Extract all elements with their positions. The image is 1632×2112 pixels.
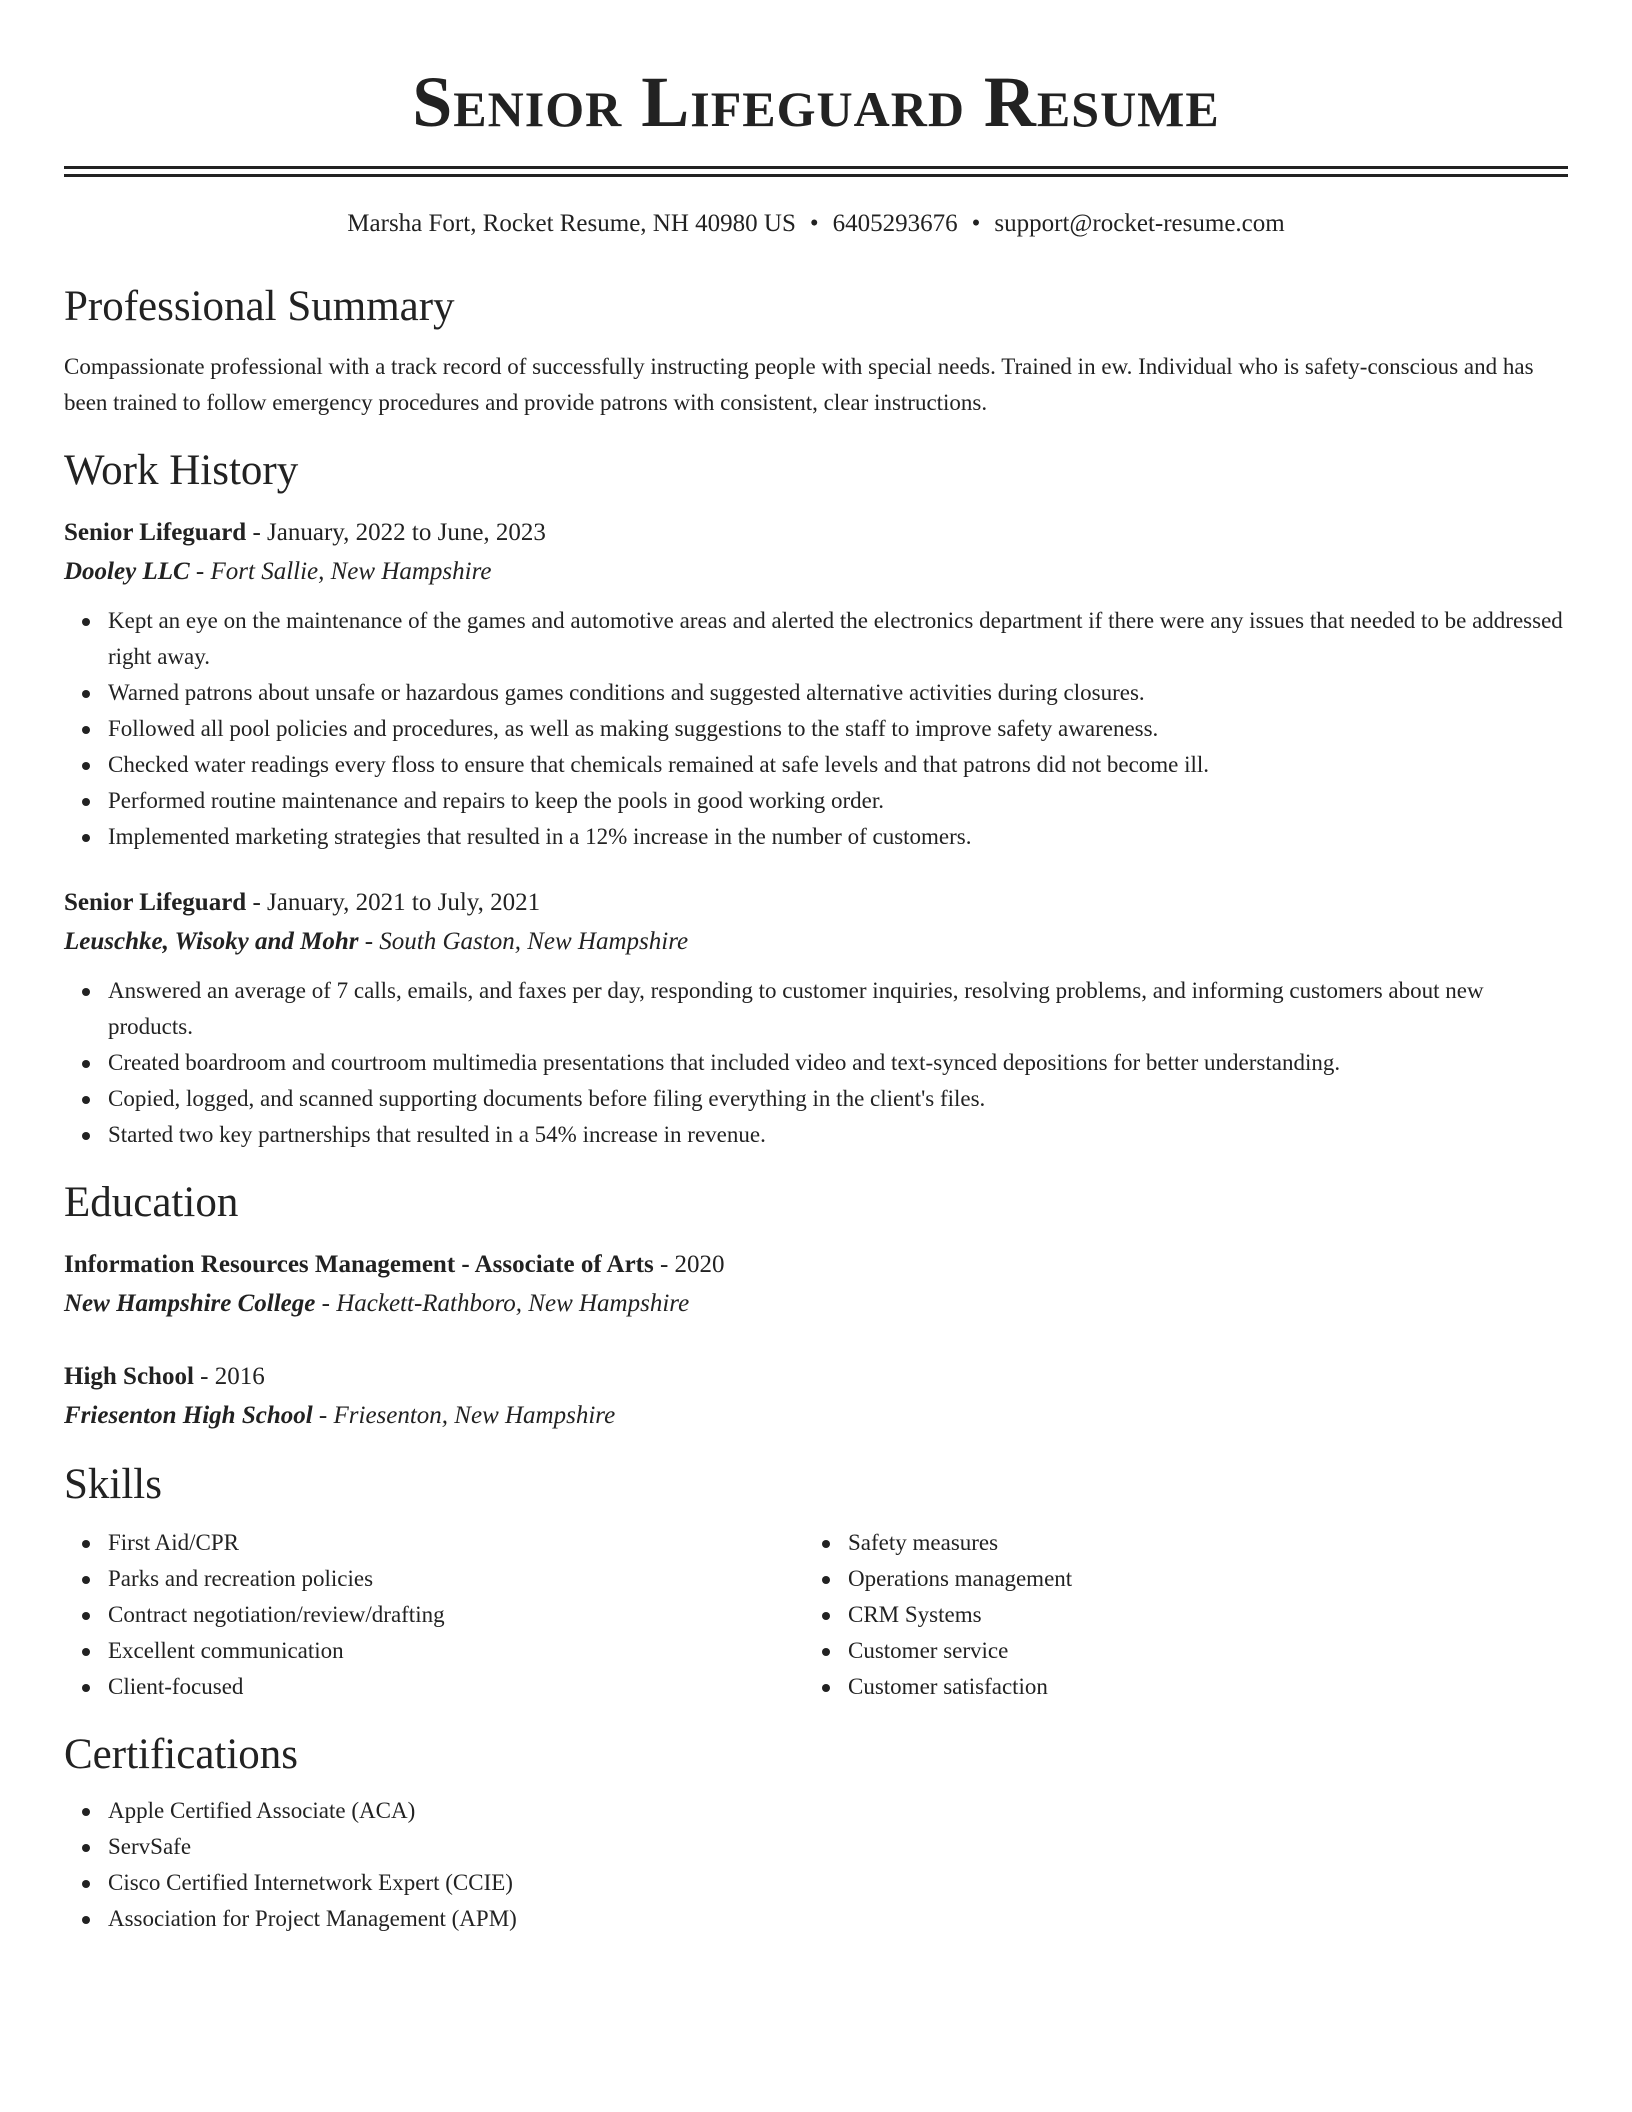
degree: High School (64, 1363, 194, 1390)
employer-name: Dooley LLC (64, 558, 190, 585)
certifications-heading: Certifications (64, 1731, 299, 1778)
resume-title: Senior Lifeguard Resume (412, 62, 1220, 142)
job-dates: - January, 2022 to June, 2023 (246, 519, 546, 546)
job-duty: Performed routine maintenance and repairs to keep the pools in good working order. (108, 783, 1568, 819)
employer-line (64, 923, 1568, 961)
education-heading: Education (64, 1179, 239, 1226)
contact-separator: • (809, 210, 819, 237)
job-duty: Followed all pool policies and procedures, as well as making suggestions to the staff to improve safety awareness. (108, 711, 1568, 747)
work-history-heading: Work History (64, 447, 299, 494)
job-title: Senior Lifeguard (64, 889, 247, 916)
skills-list (804, 1525, 1544, 1705)
title-double-rule (64, 166, 1568, 177)
job-duty: Checked water readings every floss to ensure that chemicals remained at safe levels and that patrons did not become ill. (108, 747, 1568, 783)
school-location: - Friesenton, New Hampshire (312, 1402, 616, 1429)
certification-item: Association for Project Management (APM) (108, 1901, 1568, 1937)
contact-phone: 6405293676 (832, 210, 958, 237)
job-dates: - January, 2021 to July, 2021 (246, 889, 541, 916)
job-entry (64, 513, 1568, 855)
job-duty: Started two key partnerships that resulted in a 54% increase in revenue. (108, 1117, 1568, 1153)
job-duties-list (64, 973, 1568, 1153)
job-duty: Implemented marketing strategies that resulted in a 12% increase in the number of customers. (108, 819, 1568, 855)
job-title-line (64, 883, 1568, 923)
certification-item: Apple Certified Associate (ACA) (108, 1793, 1568, 1829)
skills-list (64, 1525, 804, 1705)
job-duty: Copied, logged, and scanned supporting documents before filing everything in the client's files. (108, 1081, 1568, 1117)
job-duties-list (64, 603, 1568, 855)
contact-line (64, 207, 1568, 241)
certifications-list (64, 1793, 1568, 1937)
skill-item: Customer satisfaction (848, 1669, 1544, 1705)
employer-location: - Fort Sallie, New Hampshire (189, 558, 492, 585)
job-entry (64, 883, 1568, 1153)
job-duty: Kept an eye on the maintenance of the games and automotive areas and alerted the electronics department if there were any issues that needed to be addressed right away. (108, 603, 1568, 675)
contact-separator: • (971, 210, 981, 237)
skill-item: Client-focused (108, 1669, 804, 1705)
job-duty: Warned patrons about unsafe or hazardous games conditions and suggested alternative activities during closures. (108, 675, 1568, 711)
summary-text: Compassionate professional with a track record of successfully instructing people with special needs. Trained in ew. Individual who is safety-conscious and has been trained to follow emergency procedures and provide patrons with consistent, clear instructions. (64, 354, 1534, 415)
job-duty: Created boardroom and courtroom multimedia presentations that included video and text-synced depositions for better understanding. (108, 1045, 1568, 1081)
school-name: Friesenton High School (64, 1402, 313, 1429)
employer-location: - South Gaston, New Hampshire (358, 928, 689, 955)
school-line (64, 1285, 1568, 1323)
education-entry (64, 1245, 1568, 1323)
school-name: New Hampshire College (64, 1290, 316, 1317)
degree-line (64, 1245, 1568, 1285)
school-line (64, 1397, 1568, 1435)
job-duty: Answered an average of 7 calls, emails, and faxes per day, responding to customer inquiries, resolving problems, and informing customers about new products. (108, 973, 1568, 1045)
skills-column-right (804, 1525, 1544, 1705)
skill-item: Contract negotiation/review/drafting (108, 1597, 804, 1633)
summary-heading: Professional Summary (64, 283, 455, 330)
employer-line (64, 553, 1568, 591)
skill-item: Excellent communication (108, 1633, 804, 1669)
employer-name: Leuschke, Wisoky and Mohr (64, 928, 359, 955)
skill-item: Customer service (848, 1633, 1544, 1669)
certification-item: Cisco Certified Internetwork Expert (CCIE) (108, 1865, 1568, 1901)
skills-heading: Skills (64, 1461, 162, 1508)
skills-column-left (64, 1525, 804, 1705)
graduation-year: - 2020 (653, 1251, 725, 1278)
contact-email: support@rocket-resume.com (994, 210, 1285, 237)
degree-line (64, 1357, 1568, 1397)
job-title-line (64, 513, 1568, 553)
skill-item: Operations management (848, 1561, 1544, 1597)
skill-item: Parks and recreation policies (108, 1561, 804, 1597)
skills-grid (64, 1525, 1568, 1705)
school-location: - Hackett-Rathboro, New Hampshire (315, 1290, 690, 1317)
skill-item: First Aid/CPR (108, 1525, 804, 1561)
job-title: Senior Lifeguard (64, 519, 247, 546)
contact-address: Marsha Fort, Rocket Resume, NH 40980 US (347, 210, 796, 237)
degree: Information Resources Management - Associate of Arts (64, 1251, 654, 1278)
skill-item: Safety measures (848, 1525, 1544, 1561)
education-entry (64, 1357, 1568, 1435)
certification-item: ServSafe (108, 1829, 1568, 1865)
graduation-year: - 2016 (193, 1363, 265, 1390)
skill-item: CRM Systems (848, 1597, 1544, 1633)
